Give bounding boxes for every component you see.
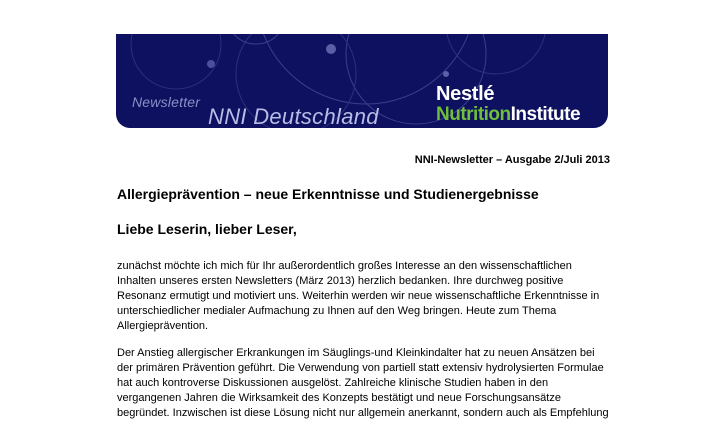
newsletter-banner: [116, 34, 608, 128]
newsletter-title: NNI Deutschland: [208, 104, 379, 128]
logo-institute-line: [436, 104, 580, 127]
paragraph-allergy: [117, 346, 617, 421]
issue-line: NNI-Newsletter – Ausgabe 2/Juli 2013: [414, 154, 610, 166]
logo-institute-text: Institute: [510, 104, 581, 125]
paragraph-line: Der Anstieg allergischer Erkrankungen im Säuglings-und Kleinkindalter hat zu neuen Ansätzen bei: [117, 347, 595, 359]
paragraph-line: Allergieprävention.: [117, 320, 209, 333]
logo-nutrition-text: Nutrition: [436, 104, 511, 125]
article-heading: Allergieprävention – neue Erkenntnisse und Studienergebnisse: [117, 186, 539, 202]
salutation: Liebe Leserin, lieber Leser,: [117, 221, 297, 237]
paragraph-line: begründet. Inzwischen ist diese Lösung nicht nur allgemein anerkannt, sondern auch als Empfehlung: [117, 407, 609, 420]
paragraph-line: zunächst möchte ich mich für Ihr außerordentlich großes Interesse an den wissenschaftlichen: [117, 260, 572, 272]
paragraph-intro: [117, 259, 617, 334]
paragraph-line: hat auch kontroverse Diskussionen ausgelöst. Zahlreiche klinische Studien haben in den: [117, 377, 549, 390]
paragraph-line: vergangenen Jahren die Wirksamkeit des Konzepts bestätigt und neue Forschungsansätze: [117, 392, 561, 405]
paragraph-line: der primären Prävention geführt. Die Verwendung von partiell statt extensiv hydrolysierten Formulae: [117, 362, 604, 375]
paragraph-line: unterschiedlicher medialer Aufmachung zu Ihnen auf den Weg bringen. Heute zum Thema: [117, 305, 557, 318]
logo-brand-text: Nestlé: [436, 83, 495, 105]
paragraph-line: Inhalten unseres ersten Newsletters (März 2013) herzlich bedanken. Ihre durchweg positive: [117, 275, 564, 288]
paragraph-line: Resonanz ermutigt und motiviert uns. Weiterhin werden wir neue wissenschaftliche Erkenntnisse in: [117, 290, 600, 303]
newsletter-label: Newsletter: [132, 94, 201, 110]
nestle-nutrition-institute-logo: [436, 84, 580, 127]
